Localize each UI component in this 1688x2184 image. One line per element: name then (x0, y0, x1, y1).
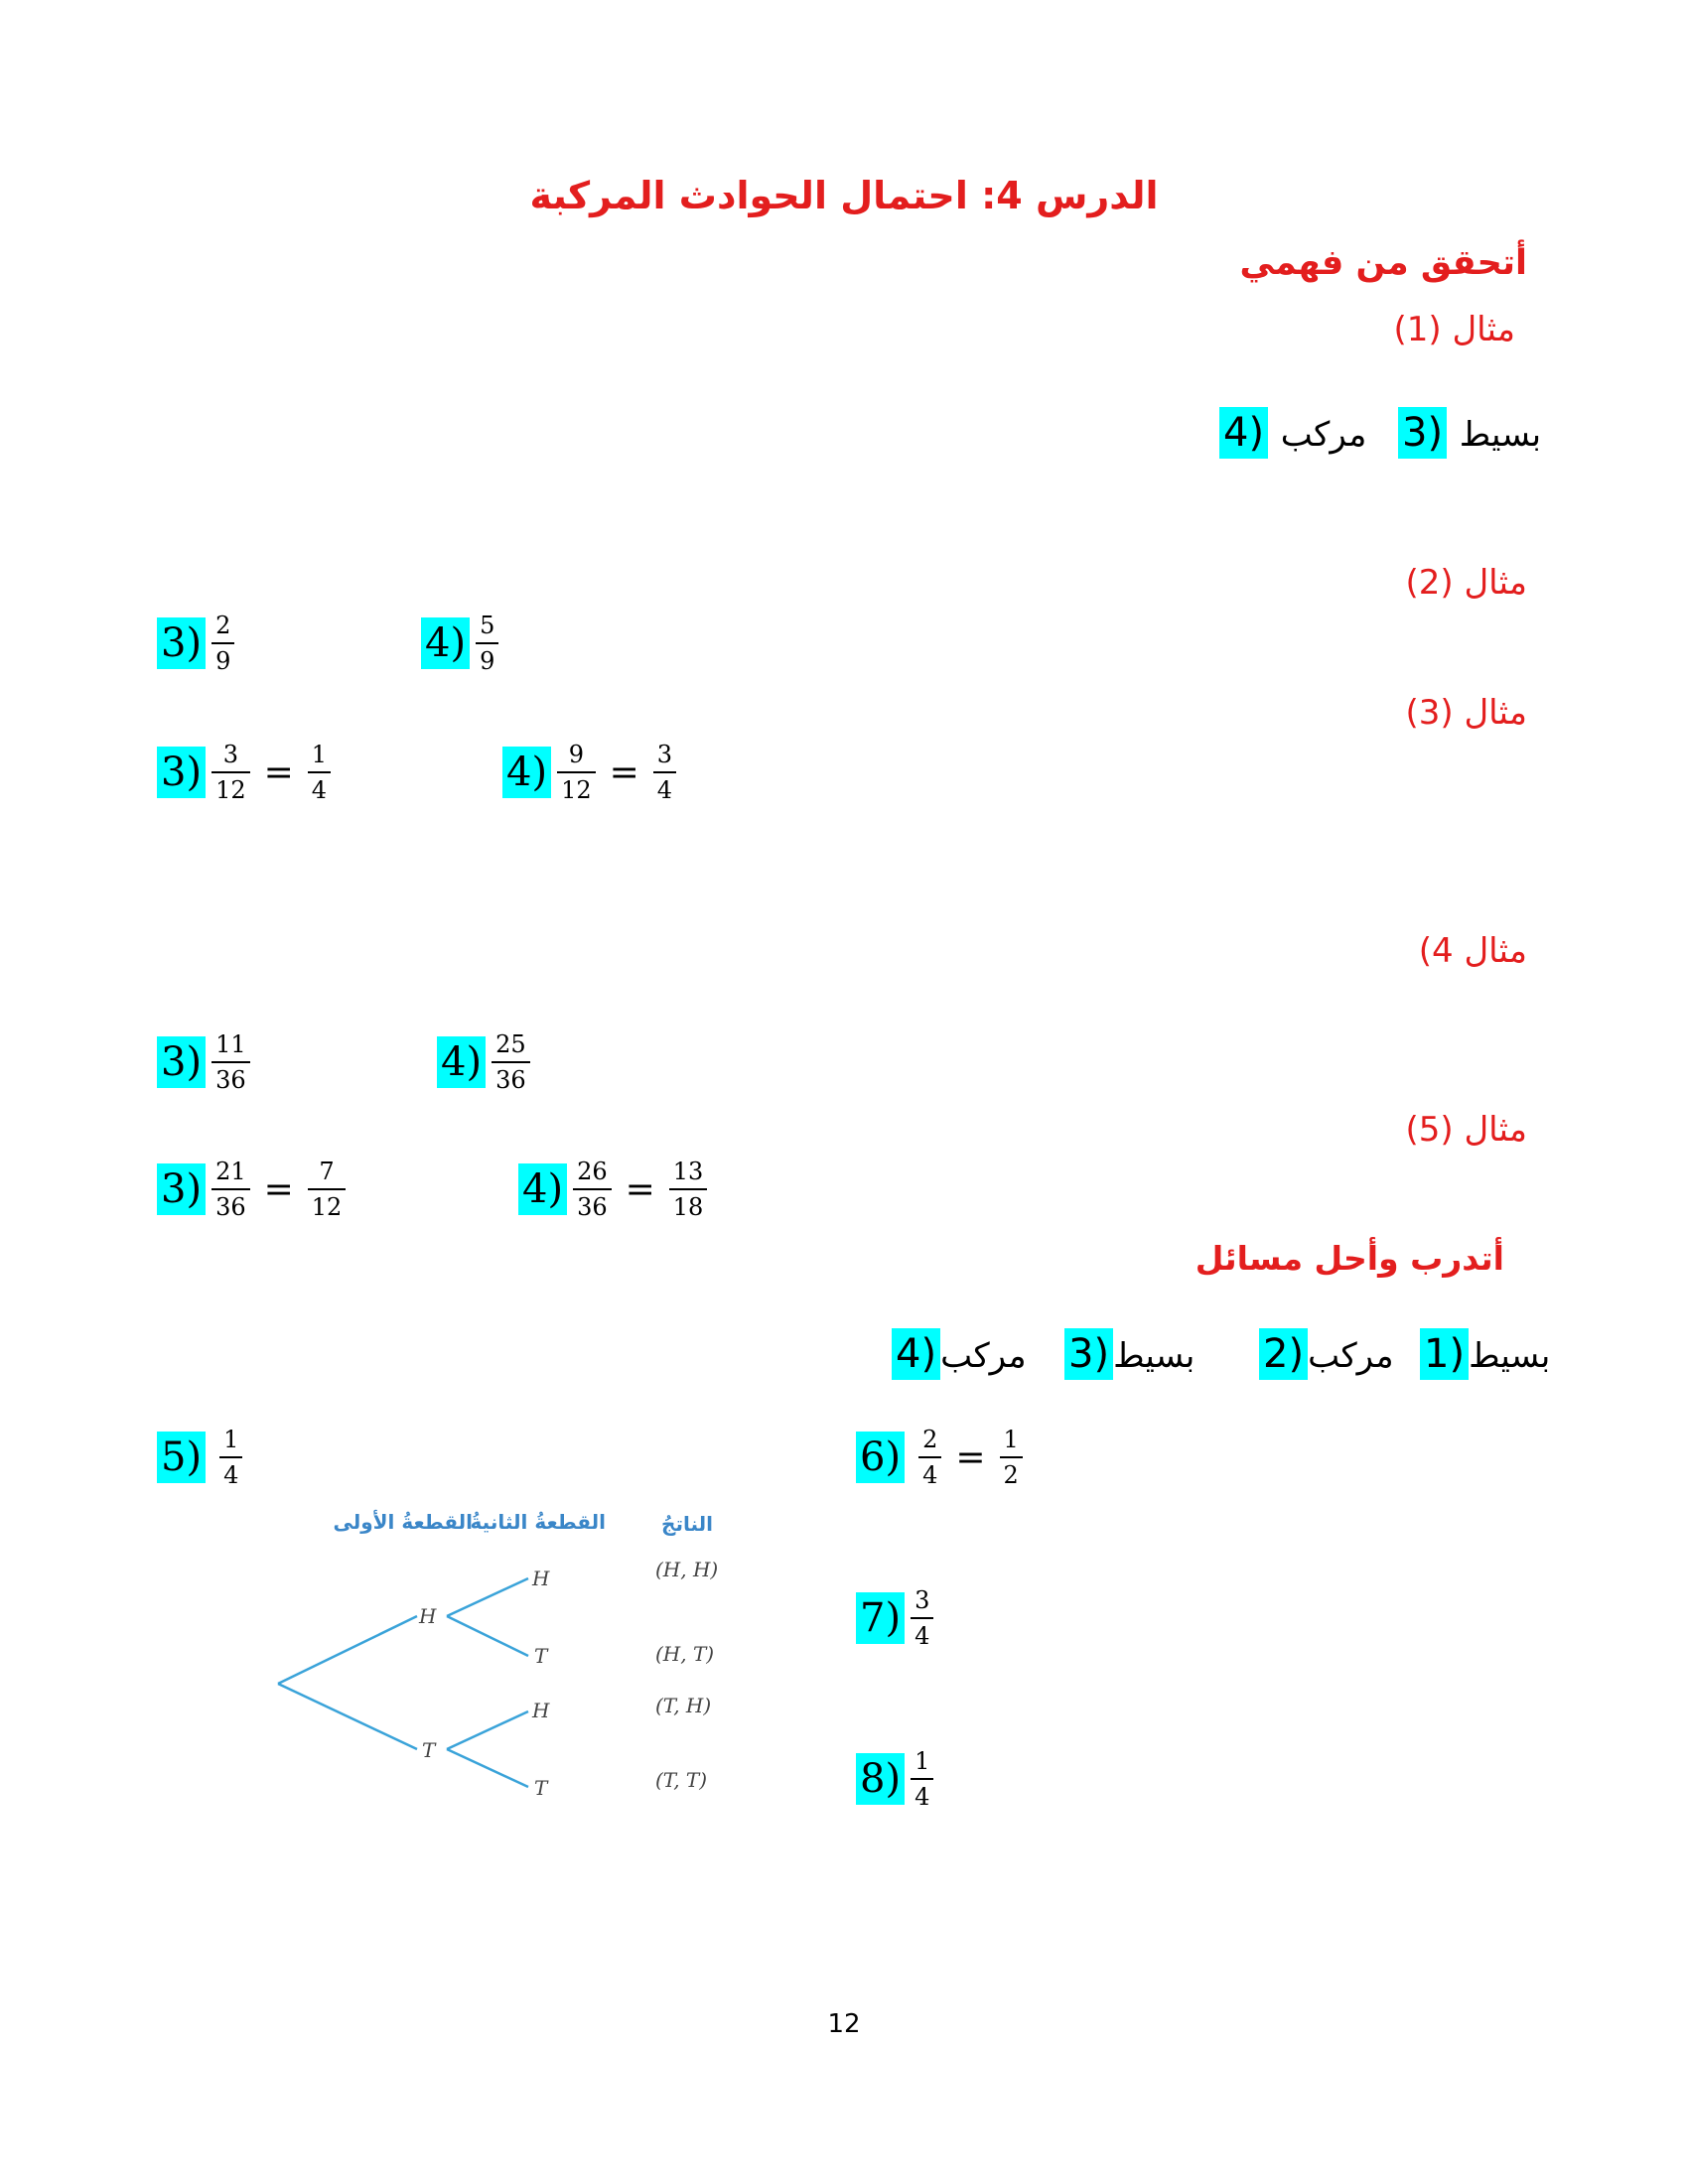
example-3-answer-4 (502, 743, 682, 802)
numerator: 1 (1003, 1426, 1019, 1453)
example-4-answer-3 (157, 1032, 256, 1092)
tree-node-second-3: H (532, 1699, 550, 1722)
branch-h-h (447, 1578, 528, 1616)
tree-branches (278, 1578, 528, 1787)
answer-number: 3) (157, 1163, 206, 1215)
fraction (1000, 1428, 1023, 1487)
fraction (211, 614, 234, 673)
denominator: 4 (223, 1461, 239, 1489)
numerator: 2 (922, 1426, 938, 1453)
answer-number: 3) (1064, 1328, 1113, 1380)
answer-number: 4) (502, 747, 551, 798)
practice-heading: أتدرب وأحل مسائل (1195, 1239, 1504, 1278)
example-3-label: مثال (3) (1405, 693, 1527, 733)
answer-number: 7) (856, 1592, 905, 1644)
answer-text: مركب (940, 1336, 1027, 1376)
denominator: 4 (914, 1622, 930, 1650)
answer-number: 3) (157, 617, 206, 669)
answer-number: 6) (856, 1432, 905, 1483)
equals-sign: = (625, 1168, 655, 1210)
answer-number: 4) (421, 617, 470, 669)
fraction (308, 743, 331, 802)
answer-number: 5) (157, 1432, 206, 1483)
numerator: 5 (480, 612, 495, 639)
fraction (918, 1428, 941, 1487)
tree-node-second-2: T (534, 1644, 548, 1668)
tree-header-outcome: الناتجُ (661, 1512, 713, 1536)
answer-number: 1) (1420, 1328, 1469, 1380)
answer-number: 4) (892, 1328, 940, 1380)
tree-outcome-2: (H, T) (655, 1642, 715, 1666)
branch-t-h (447, 1711, 528, 1749)
denominator: 2 (1003, 1461, 1019, 1489)
practice-question-5 (157, 1428, 248, 1487)
numerator: 26 (577, 1158, 608, 1185)
example-5-answer-3 (157, 1160, 352, 1219)
denominator: 9 (215, 647, 231, 675)
numerator: 3 (222, 741, 238, 768)
numerator: 11 (215, 1030, 246, 1058)
answer-text: بسيط (1113, 1336, 1196, 1376)
branch-root-t (278, 1684, 417, 1749)
fraction (211, 1160, 250, 1219)
tree-outcome-4: (T, T) (655, 1768, 708, 1792)
answer-number: 8) (856, 1753, 905, 1805)
answer-number: 3) (157, 747, 206, 798)
answer-number: 4) (518, 1163, 567, 1215)
fraction (492, 1032, 530, 1092)
fraction (219, 1428, 242, 1487)
example-4-answer-4 (437, 1032, 536, 1092)
denominator: 9 (480, 647, 495, 675)
denominator: 4 (914, 1783, 930, 1811)
equals-sign: = (955, 1436, 986, 1478)
denominator: 12 (215, 776, 246, 804)
tree-header-second: القطعةُ الثانيةُ (470, 1510, 606, 1534)
tree-header-first: القطعةُ الأولى (333, 1510, 473, 1534)
answer-text: بسيط (1469, 1336, 1551, 1376)
fraction (211, 743, 250, 802)
example-2-label: مثال (2) (1405, 563, 1527, 603)
example-2-answer-3 (157, 614, 240, 673)
practice-answer-2 (1259, 1328, 1394, 1380)
check-understanding-heading: أتحقق من فهمي (1239, 243, 1527, 283)
numerator: 3 (914, 1586, 930, 1614)
practice-answer-4 (892, 1328, 1027, 1380)
example-1-label: مثال (1) (1393, 310, 1515, 349)
numerator: 2 (215, 612, 231, 639)
numerator: 13 (672, 1158, 704, 1185)
practice-question-7 (856, 1588, 939, 1648)
branch-t-t (447, 1749, 528, 1787)
lesson-title: الدرس 4: احتمال الحوادث المركبة (529, 174, 1159, 217)
fraction (476, 614, 498, 673)
practice-answer-1 (1420, 1328, 1550, 1380)
example-5-label: مثال (5) (1405, 1110, 1527, 1150)
numerator: 1 (914, 1747, 930, 1775)
answer-text: مركب (1280, 415, 1367, 455)
tree-diagram (268, 1507, 745, 1825)
answer-number: 4) (437, 1036, 486, 1088)
denominator: 4 (311, 776, 328, 804)
answer-text: مركب (1308, 1336, 1394, 1376)
branch-h-t (447, 1616, 528, 1656)
tree-node-second-4: T (534, 1776, 548, 1800)
equals-sign: = (263, 751, 294, 793)
equals-sign: = (609, 751, 639, 793)
tree-node-first-t: T (422, 1738, 436, 1762)
fraction (669, 1160, 708, 1219)
fraction (653, 743, 676, 802)
answer-text: بسيط (1459, 415, 1542, 455)
denominator: 36 (215, 1193, 246, 1221)
example-2-answer-4 (421, 614, 504, 673)
denominator: 4 (656, 776, 673, 804)
example-1-answer-3 (1398, 407, 1541, 459)
numerator: 1 (311, 741, 328, 768)
denominator: 36 (215, 1066, 246, 1094)
practice-question-8 (856, 1749, 939, 1809)
page-number: 12 (827, 2009, 861, 2039)
branch-root-h (278, 1616, 417, 1684)
fraction (557, 743, 596, 802)
example-4-label: مثال 4) (1418, 931, 1527, 971)
practice-question-6 (856, 1428, 1029, 1487)
answer-number: 3) (157, 1036, 206, 1088)
numerator: 9 (568, 741, 584, 768)
answer-number: 4) (1219, 407, 1268, 459)
numerator: 7 (319, 1158, 335, 1185)
denominator: 36 (577, 1193, 608, 1221)
tree-node-first-h: H (419, 1604, 437, 1628)
denominator: 4 (922, 1461, 938, 1489)
denominator: 36 (495, 1066, 526, 1094)
denominator: 12 (311, 1193, 343, 1221)
example-5-answer-4 (518, 1160, 713, 1219)
fraction (911, 1749, 933, 1809)
denominator: 12 (561, 776, 592, 804)
example-1-answer-4 (1219, 407, 1366, 459)
fraction (911, 1588, 933, 1648)
fraction (308, 1160, 347, 1219)
numerator: 1 (223, 1426, 239, 1453)
numerator: 21 (215, 1158, 246, 1185)
answer-number: 2) (1259, 1328, 1308, 1380)
numerator: 25 (495, 1030, 526, 1058)
tree-node-second-1: H (532, 1567, 550, 1590)
denominator: 18 (672, 1193, 704, 1221)
tree-outcome-1: (H, H) (655, 1558, 719, 1581)
numerator: 3 (656, 741, 673, 768)
answer-number: 3) (1398, 407, 1447, 459)
practice-answer-3 (1064, 1328, 1195, 1380)
fraction (573, 1160, 612, 1219)
equals-sign: = (263, 1168, 294, 1210)
example-3-answer-3 (157, 743, 337, 802)
fraction (211, 1032, 250, 1092)
tree-outcome-3: (T, H) (655, 1694, 712, 1717)
